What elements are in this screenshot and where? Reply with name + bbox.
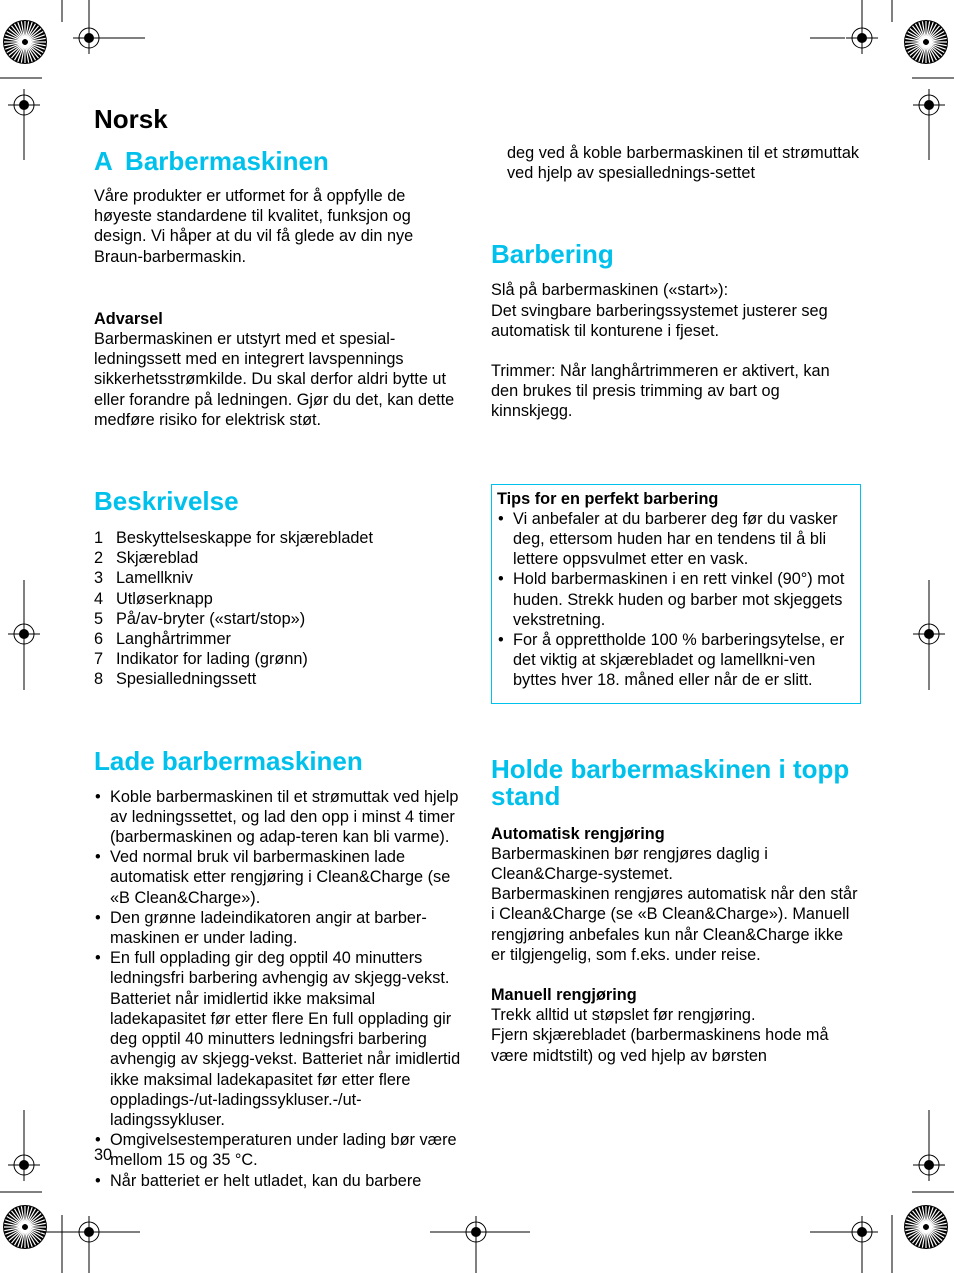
description-item — [94, 528, 466, 548]
auto-clean-heading: Automatisk rengjøring — [491, 824, 665, 843]
charging-heading: Lade barbermaskinen — [94, 745, 363, 776]
description-item-number: 2 — [94, 549, 104, 568]
description-item-number: 7 — [94, 650, 104, 669]
intro-paragraph: Våre produkter er utformet for å oppfylle de høyeste standardene til kvalitet, funksjon og design. Vi håper at du vil få glede av din nye Braun-barbermaskin. — [94, 187, 414, 266]
warning-text: Barbermaskinen er utstyrt med et spesial-ledningssett med en integrert lavspennings sikkerhetsstrømkilde. Du skal derfor aldri bytte ut eller forandre på ledningen. Gjør du det, kan dette medføre risiko for elektrisk støt. — [94, 330, 455, 429]
shaving-text: Slå på barbermaskinen («start»): Det svingbare barberingssystemet justerer seg automatisk til konturene i fjeset. — [491, 281, 828, 340]
registration-mark-icon — [913, 1149, 945, 1181]
description-item-number: 3 — [94, 569, 104, 588]
registration-mark-icon — [913, 618, 945, 650]
description-item-text: Lamellkniv — [116, 569, 193, 588]
registration-mark-icon — [913, 89, 945, 121]
description-item-text: Indikator for lading (grønn) — [116, 650, 308, 669]
description-list — [94, 528, 466, 690]
tips-box — [491, 484, 861, 704]
manual-clean-text: Trekk alltid ut støpslet før rengjøring. Fjern skjærebladet (barbermaskinens hode må være midtstilt) og ved hjelp av børsten — [491, 1006, 829, 1065]
right-column — [491, 143, 861, 1066]
charging-bullet: • Ved normal bruk vil barbermaskinen lade automatisk etter rengjøring i Clean&Charge (se «B Clean&Charge»). — [94, 847, 466, 908]
tips-bullet: • Vi anbefaler at du barberer deg før du vasker deg, ettersom huden har en tendens til å bli lettere oppsvulmet etter en vask. — [497, 509, 854, 570]
description-item-text: På/av-bryter («start/stop») — [116, 609, 306, 628]
tips-bullet: • Hold barbermaskinen i en rett vinkel (90°) mot huden. Strekk huden og barber mot skjeggets vekstretning. — [497, 569, 854, 630]
description-item-text: Spesialledningssett — [116, 670, 257, 689]
charging-bullet: • En full opplading gir deg opptil 40 minutters ledningsfri barbering avhengig av skjegg-vekst. Batteriet når imidlertid ikke maksimal ladekapasitet før etter flere En full opplading gir deg opptil 40 minutters ledningsfri barbering avhengig av skjegg-vekst. Batteriet når imidlertid ikke maksimal ladekapasitet før etter flere oppladings-/ut-ladingssykluser.-/ut-ladingssykluser. — [94, 948, 466, 1130]
description-item — [94, 629, 466, 649]
registration-mark-icon — [73, 22, 105, 54]
page-number: 30 — [94, 1146, 113, 1164]
tips-bullet: • For å opprettholde 100 % barberingsytelse, er det viktig at skjærebladet og lamellkni-ven byttes hver 18. måned eller når de er slitt. — [497, 630, 854, 691]
description-item-number: 1 — [94, 529, 104, 548]
section-title-barbermaskinen — [94, 148, 466, 175]
description-item-text: Utløserknapp — [116, 589, 213, 608]
description-item — [94, 649, 466, 669]
manual-clean-heading: Manuell rengjøring — [491, 986, 637, 1005]
registration-mark-icon — [846, 22, 878, 54]
description-item-number: 5 — [94, 609, 104, 628]
charging-bullet: • Når batteriet er helt utladet, kan du barbere — [94, 1171, 466, 1191]
charging-bullet: • Omgivelsestemperaturen under lading bør være mellom 15 og 35 °C. — [94, 1130, 466, 1170]
description-item-number: 6 — [94, 630, 104, 649]
charging-bullet: • Koble barbermaskinen til et strømuttak ved hjelp av ledningssettet, og lad den opp i minst 4 timer (barbermaskinen og adap-teren kan bli varme). — [94, 787, 466, 848]
description-item — [94, 669, 466, 689]
description-item-text: Skjæreblad — [116, 549, 199, 568]
color-rosette-icon — [3, 1205, 47, 1249]
tips-heading: Tips for en perfekt barbering — [497, 489, 719, 508]
description-item-text: Langhårtrimmer — [116, 630, 231, 649]
auto-clean-text: Barbermaskinen bør rengjøres daglig i Clean&Charge-systemet. Barbermaskinen rengjøres automatisk når den står i Clean&Charge (se «B Clean&Charge»). Manuell rengjøring anbefales kun når Clean&Charge ikke er tilgjengelig, som f.eks. under reise. — [491, 844, 858, 964]
charging-list — [94, 787, 466, 1191]
description-item — [94, 568, 466, 588]
description-item — [94, 589, 466, 609]
top-shape-heading: Holde barbermaskinen i topp stand — [491, 753, 850, 811]
description-item — [94, 548, 466, 568]
registration-mark-icon — [8, 1149, 40, 1181]
registration-mark-icon — [460, 1216, 492, 1248]
color-rosette-icon — [904, 20, 948, 64]
color-rosette-icon — [904, 1205, 948, 1249]
registration-mark-icon — [8, 618, 40, 650]
description-item-number: 4 — [94, 589, 104, 608]
description-item-number: 8 — [94, 670, 104, 689]
color-rosette-icon — [3, 20, 47, 64]
description-heading: Beskrivelse — [94, 486, 239, 517]
registration-mark-icon — [73, 1216, 105, 1248]
section-title-text: Barbermaskinen — [125, 146, 329, 176]
registration-mark-icon — [8, 89, 40, 121]
shaving-heading: Barbering — [491, 239, 614, 270]
left-column — [94, 100, 466, 1191]
language-heading: Norsk — [94, 104, 168, 134]
trimmer-text: Trimmer: Når langhårtrimmeren er aktivert, kan den brukes til presis trimming av bart og kinnskjegg. — [491, 362, 830, 421]
continuation-text: deg ved å koble barbermaskinen til et strømuttak ved hjelp av spesiallednings-settet — [507, 144, 860, 183]
section-letter: A — [94, 146, 112, 176]
description-item-text: Beskyttelseskappe for skjærebladet — [116, 529, 374, 548]
registration-mark-icon — [846, 1216, 878, 1248]
tips-list — [497, 509, 854, 691]
warning-heading: Advarsel — [94, 309, 163, 328]
description-item — [94, 609, 466, 629]
charging-bullet: • Den grønne ladeindikatoren angir at barber-maskinen er under lading. — [94, 908, 466, 948]
